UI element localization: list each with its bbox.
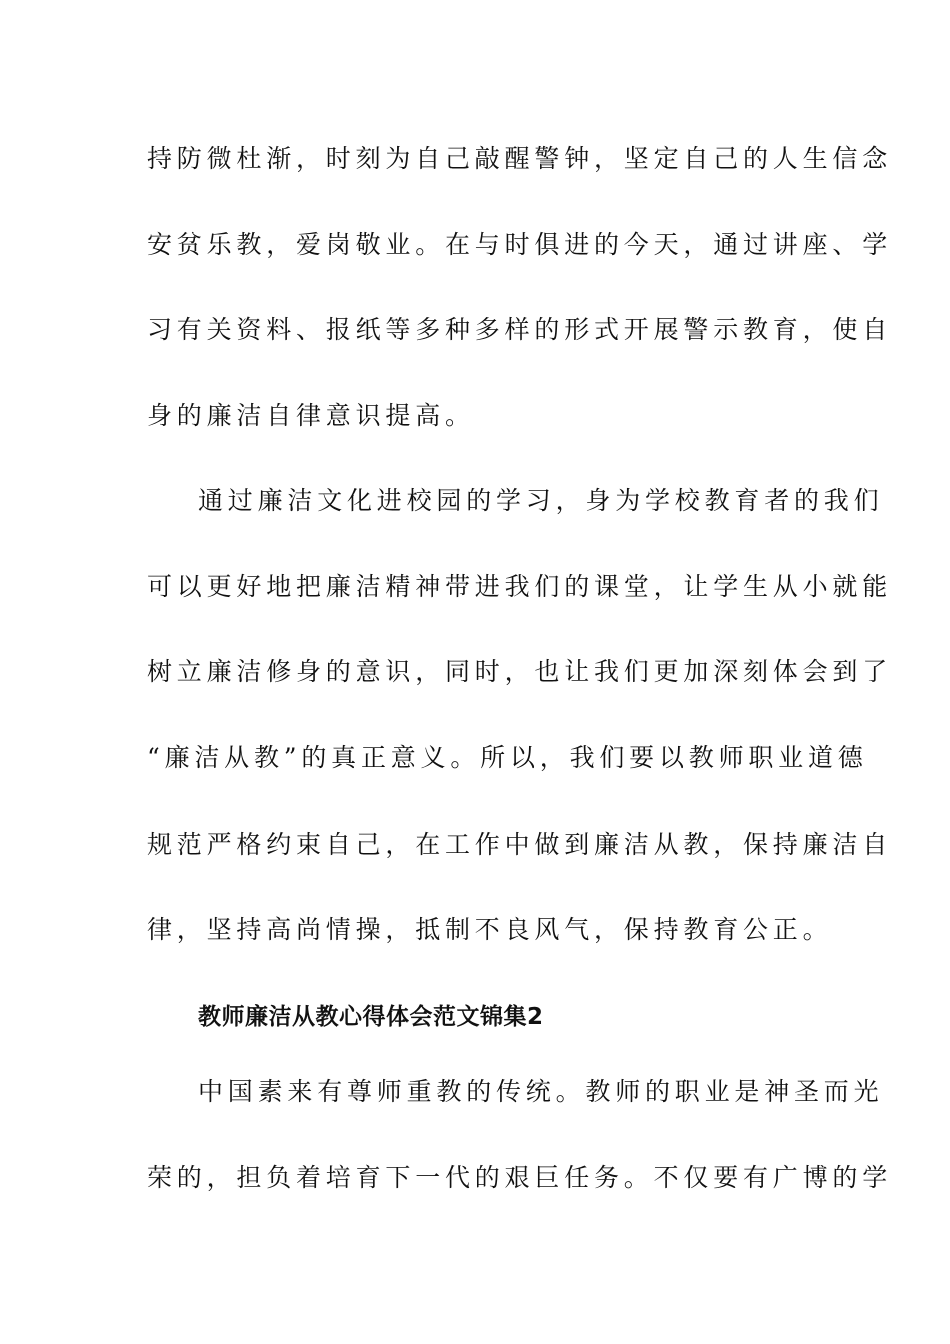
paragraph-3-line-2: 荣的，担负着培育下一代的艰巨任务。不仅要有广博的学 bbox=[147, 1163, 893, 1192]
paragraph-2-line-2: 可以更好地把廉洁精神带进我们的课堂，让学生从小就能 bbox=[147, 572, 893, 601]
paragraph-2-line-4: “廉洁从教”的真正意义。所以，我们要以教师职业道德 bbox=[147, 743, 868, 772]
paragraph-2-line-5: 规范严格约束自己，在工作中做到廉洁从教，保持廉洁自 bbox=[147, 830, 893, 859]
section-heading: 教师廉洁从教心得体会范文锦集2 bbox=[198, 1004, 544, 1030]
paragraph-2-line-6: 律，坚持高尚情操，抵制不良风气，保持教育公正。 bbox=[147, 915, 833, 944]
paragraph-2-line-1: 通过廉洁文化进校园的学习，身为学校教育者的我们 bbox=[198, 486, 884, 515]
paragraph-2-line-3: 树立廉洁修身的意识，同时，也让我们更加深刻体会到了 bbox=[147, 657, 893, 686]
paragraph-1-line-2: 安贫乐教，爱岗敬业。在与时俱进的今天，通过讲座、学 bbox=[147, 230, 893, 259]
paragraph-1-line-3: 习有关资料、报纸等多种多样的形式开展警示教育，使自 bbox=[147, 315, 893, 344]
paragraph-3-line-1: 中国素来有尊师重教的传统。教师的职业是神圣而光 bbox=[198, 1077, 884, 1106]
paragraph-1-line-4: 身的廉洁自律意识提高。 bbox=[147, 401, 475, 430]
paragraph-1-line-1: 持防微杜渐，时刻为自己敲醒警钟，坚定自己的人生信念 bbox=[147, 144, 893, 173]
